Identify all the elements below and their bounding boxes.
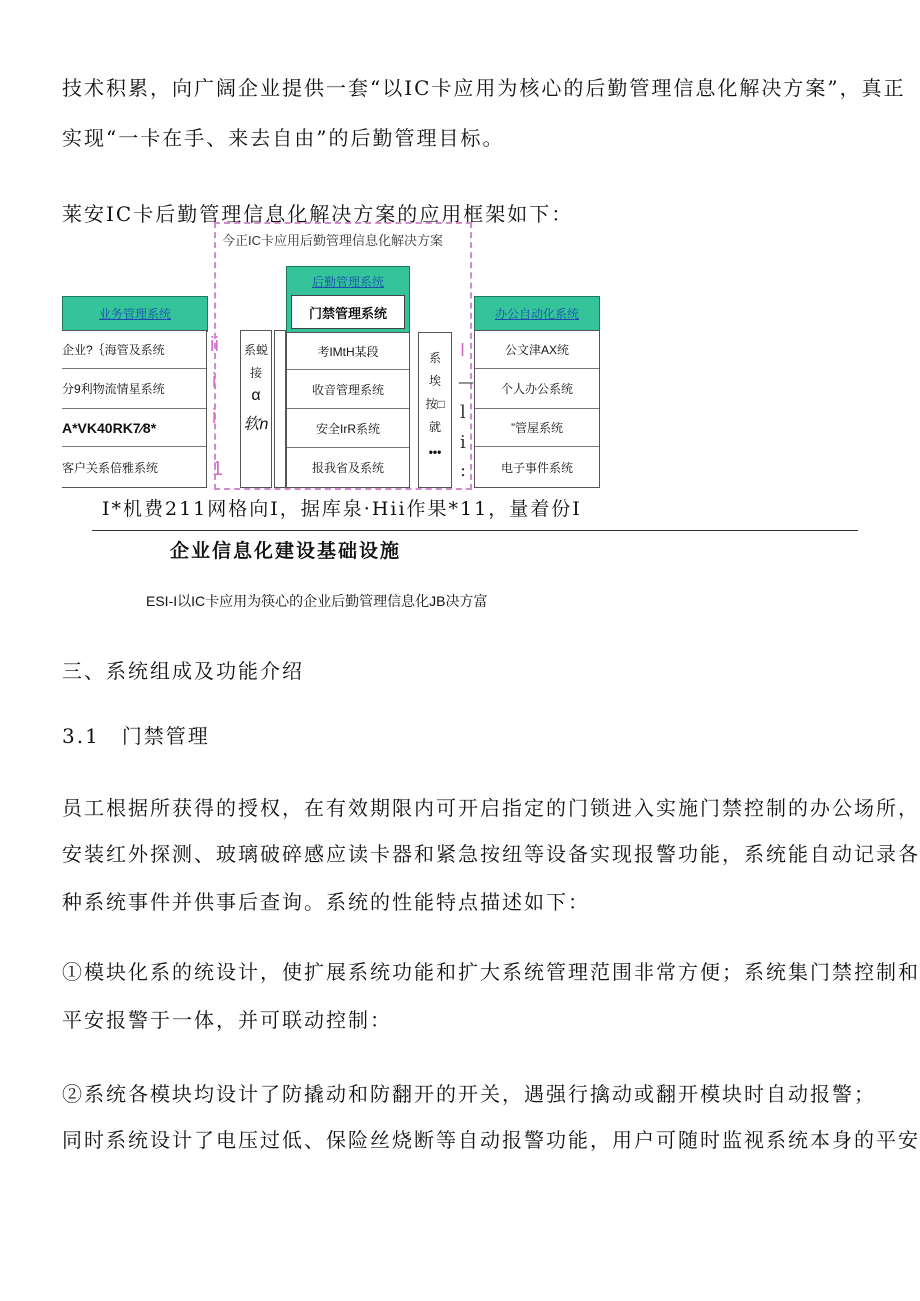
- diagram-title: 今正IC卡应用后勤管理信息化解决方案: [222, 233, 444, 248]
- right-header: [474, 296, 600, 332]
- figure-caption: ESI-I以IC卡应用为筷心的企业后勤管理信息化JB决方富: [146, 593, 488, 609]
- right-item: ”管屋系统: [475, 409, 599, 447]
- section-heading: 三、系统组成及功能介绍: [62, 659, 304, 683]
- center-sub-box: 门禁管理系统: [291, 295, 405, 329]
- diagram-bottom-line: I*机费211网格向I，据库泉·Hii作果*11，量着份I: [102, 498, 582, 520]
- left-item: 分9利物流情星系统: [62, 369, 206, 409]
- center-item: 安全IrR系统: [287, 409, 409, 448]
- right-header-label: 办公自动化系统: [494, 307, 579, 321]
- center-header-label: 后勤管理系统: [311, 275, 384, 289]
- right-item: 电子事件系统: [500, 460, 573, 475]
- infra-label: 企业信息化建设基础设施: [170, 540, 402, 562]
- marker: :: [460, 460, 467, 481]
- center-column: [286, 332, 410, 488]
- interface-text: 接: [249, 366, 262, 380]
- subsection-title: 门禁管理: [121, 724, 210, 748]
- feature-item-2-cont: 同时系统设计了电压过低、保险丝烧断等自动报警功能，用户可随时监视系统本身的平安: [62, 1128, 920, 1152]
- paragraph-line: 实现“一卡在手、来去自由”的后勤管理目标。: [62, 126, 505, 150]
- interface-text: 系: [428, 351, 441, 365]
- feature-item-1: ①模块化系的统设计，使扩展系统功能和扩大系统管理范围非常方便；系统集门禁控制和: [62, 960, 920, 984]
- left-column: [62, 330, 207, 488]
- interface-text: 埃: [428, 374, 441, 388]
- left-item: A*VK40RK7⁄8*: [62, 409, 206, 447]
- center-item: 报我省及系统: [311, 461, 384, 475]
- interface-text: 系蜕: [243, 343, 268, 357]
- subsection-number: 3.1: [62, 724, 100, 748]
- right-item: 个人办公系统: [475, 369, 599, 409]
- center-item: 收音管理系统: [287, 370, 409, 409]
- body-line: 员工根据所获得的授权，在有效期限内可开启指定的门锁进入实施门禁控制的办公场所，: [62, 796, 920, 820]
- interface-text: •••: [428, 445, 442, 459]
- marker: —: [458, 372, 474, 391]
- right-item: 公文津AX统: [475, 331, 599, 369]
- interface-text: 就: [428, 420, 441, 434]
- marker: l: [460, 402, 466, 423]
- interface-text: 软n: [243, 416, 269, 433]
- center-header: [286, 266, 410, 334]
- divider: [92, 530, 858, 531]
- body-line: 种系统事件并供事后查询。系统的性能特点描述如下：: [62, 890, 590, 914]
- pink-marker: ii: [210, 334, 219, 356]
- paragraph-line: 技术积累，向广阔企业提供一套“以IC卡应用为核心的后勤管理信息化解决方案”，真正: [62, 76, 906, 100]
- framework-diagram: [62, 222, 607, 490]
- feature-item-2: ②系统各模块均设计了防撬动和防翻开的开关，遇强行擒动或翻开模块时自动报警；: [62, 1082, 876, 1106]
- left-item: 企业?｛海管及系统: [62, 331, 206, 369]
- pink-marker: 1: [212, 458, 224, 480]
- framework-intro: 莱安IC卡后勤管理信息化解决方案的应用框架如下：: [62, 202, 574, 226]
- left-header-label: 业务管理系统: [98, 307, 171, 321]
- pink-marker: I: [460, 340, 466, 360]
- marker: i: [460, 432, 466, 453]
- left-header: [62, 296, 208, 332]
- body-line: 安装红外探测、玻璃破碎感应读卡器和紧急按纽等设备实现报警功能，系统能自动记录各: [62, 842, 920, 866]
- thin-column: [274, 330, 286, 488]
- pink-marker: i: [212, 406, 217, 428]
- pink-marker: i: [212, 370, 217, 392]
- interface-text: 按□: [425, 397, 445, 411]
- feature-item-1-cont: 平安报警于一体，并可联动控制：: [62, 1008, 392, 1032]
- subsection-heading: [62, 720, 210, 749]
- interface-column-left: [240, 330, 272, 488]
- interface-column-right: [418, 332, 452, 488]
- right-column: [474, 330, 600, 488]
- left-item: 客户关系倍雅系统: [62, 460, 159, 475]
- center-item: 考IMtH某段: [287, 333, 409, 370]
- interface-text: α: [251, 387, 261, 404]
